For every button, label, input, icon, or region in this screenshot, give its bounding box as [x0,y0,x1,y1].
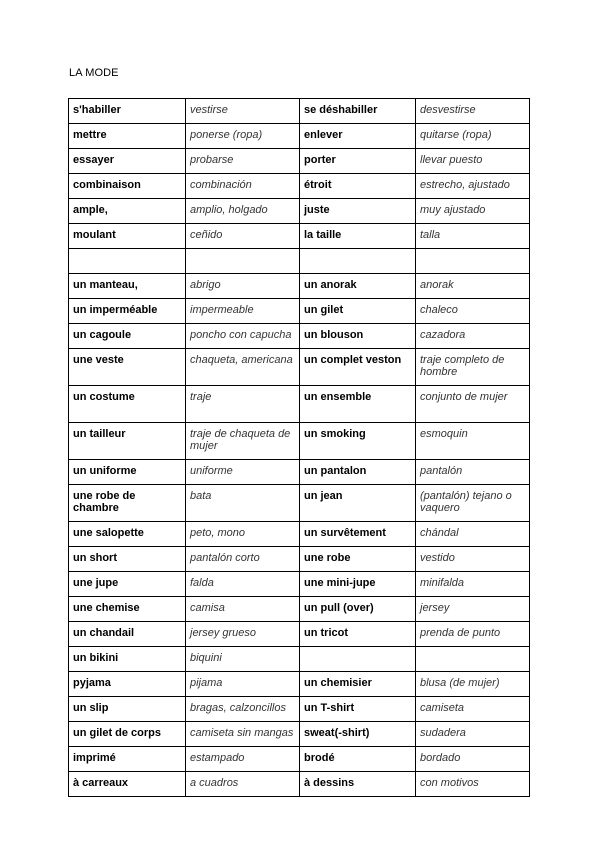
table-row [69,224,530,249]
spanish-translation-cell: traje de chaqueta de mujer [186,423,300,460]
table-row [69,572,530,597]
french-term-cell [300,249,416,274]
french-term-cell: une jupe [69,572,186,597]
spanish-translation-cell: chándal [416,522,530,547]
spanish-translation-cell: chaleco [416,299,530,324]
french-term-cell: porter [300,149,416,174]
french-term-cell: étroit [300,174,416,199]
french-term-cell: un anorak [300,274,416,299]
spanish-translation-cell: cazadora [416,324,530,349]
spanish-translation-cell: traje [186,386,300,423]
spanish-translation-cell: a cuadros [186,772,300,797]
spanish-translation-cell: vestirse [186,99,300,124]
table-row [69,647,530,672]
spanish-translation-cell: falda [186,572,300,597]
spanish-translation-cell [186,249,300,274]
spanish-translation-cell: pantalón [416,460,530,485]
table-row [69,174,530,199]
french-term-cell: un bikini [69,647,186,672]
spanish-translation-cell: prenda de punto [416,622,530,647]
spanish-translation-cell [416,249,530,274]
french-term-cell: ample, [69,199,186,224]
french-term-cell: à dessins [300,772,416,797]
table-row [69,672,530,697]
table-row [69,722,530,747]
french-term-cell: un survêtement [300,522,416,547]
french-term-cell: un uniforme [69,460,186,485]
spanish-translation-cell: ponerse (ropa) [186,124,300,149]
french-term-cell: une veste [69,349,186,386]
french-term-cell: un gilet de corps [69,722,186,747]
french-term-cell: un complet veston [300,349,416,386]
french-term-cell [69,249,186,274]
table-row [69,772,530,797]
spanish-translation-cell: impermeable [186,299,300,324]
table-row [69,597,530,622]
table-row [69,423,530,460]
spanish-translation-cell: abrigo [186,274,300,299]
french-term-cell: enlever [300,124,416,149]
french-term-cell: mettre [69,124,186,149]
spanish-translation-cell: (pantalón) tejano o vaquero [416,485,530,522]
french-term-cell: un imperméable [69,299,186,324]
french-term-cell: un chandail [69,622,186,647]
french-term-cell: combinaison [69,174,186,199]
french-term-cell: brodé [300,747,416,772]
table-row [69,386,530,423]
spanish-translation-cell: con motivos [416,772,530,797]
table-row [69,349,530,386]
spanish-translation-cell: bragas, calzoncillos [186,697,300,722]
french-term-cell: un tailleur [69,423,186,460]
vocabulary-table [68,98,530,797]
spanish-translation-cell: sudadera [416,722,530,747]
spanish-translation-cell: peto, mono [186,522,300,547]
spanish-translation-cell: bata [186,485,300,522]
spacer-row [69,249,530,274]
table-row [69,299,530,324]
table-row [69,460,530,485]
french-term-cell: un slip [69,697,186,722]
french-term-cell: se déshabiller [300,99,416,124]
spanish-translation-cell: conjunto de mujer [416,386,530,423]
table-row [69,522,530,547]
table-row [69,547,530,572]
french-term-cell: un T-shirt [300,697,416,722]
spanish-translation-cell: uniforme [186,460,300,485]
french-term-cell: un pull (over) [300,597,416,622]
spanish-translation-cell: jersey [416,597,530,622]
spanish-translation-cell: blusa (de mujer) [416,672,530,697]
spanish-translation-cell: quitarse (ropa) [416,124,530,149]
french-term-cell: une robe de chambre [69,485,186,522]
french-term-cell: un cagoule [69,324,186,349]
french-term-cell: un blouson [300,324,416,349]
french-term-cell: s'habiller [69,99,186,124]
spanish-translation-cell: minifalda [416,572,530,597]
table-row [69,697,530,722]
spanish-translation-cell: jersey grueso [186,622,300,647]
french-term-cell: un ensemble [300,386,416,423]
spanish-translation-cell: camiseta [416,697,530,722]
spanish-translation-cell: vestido [416,547,530,572]
french-term-cell: sweat(-shirt) [300,722,416,747]
spanish-translation-cell: poncho con capucha [186,324,300,349]
spanish-translation-cell [416,647,530,672]
french-term-cell: un manteau, [69,274,186,299]
french-term-cell: un chemisier [300,672,416,697]
spanish-translation-cell: combinación [186,174,300,199]
spanish-translation-cell: probarse [186,149,300,174]
spanish-translation-cell: estrecho, ajustado [416,174,530,199]
french-term-cell: un costume [69,386,186,423]
spanish-translation-cell: ceñido [186,224,300,249]
table-row [69,622,530,647]
french-term-cell: un pantalon [300,460,416,485]
spanish-translation-cell: traje completo de hombre [416,349,530,386]
spanish-translation-cell: muy ajustado [416,199,530,224]
french-term-cell: à carreaux [69,772,186,797]
table-row [69,747,530,772]
table-row [69,199,530,224]
french-term-cell: une mini-jupe [300,572,416,597]
spanish-translation-cell: chaqueta, americana [186,349,300,386]
spanish-translation-cell: pijama [186,672,300,697]
spanish-translation-cell: esmoquin [416,423,530,460]
spanish-translation-cell: llevar puesto [416,149,530,174]
table-row [69,324,530,349]
french-term-cell: une salopette [69,522,186,547]
spanish-translation-cell: pantalón corto [186,547,300,572]
french-term-cell: moulant [69,224,186,249]
french-term-cell [300,647,416,672]
french-term-cell: un gilet [300,299,416,324]
table-row [69,99,530,124]
french-term-cell: essayer [69,149,186,174]
spanish-translation-cell: bordado [416,747,530,772]
french-term-cell: un jean [300,485,416,522]
table-row [69,485,530,522]
spanish-translation-cell: talla [416,224,530,249]
spanish-translation-cell: camiseta sin mangas [186,722,300,747]
table-row [69,124,530,149]
table-row [69,274,530,299]
spanish-translation-cell: biquini [186,647,300,672]
spanish-translation-cell: amplio, holgado [186,199,300,224]
french-term-cell: imprimé [69,747,186,772]
table-row [69,149,530,174]
french-term-cell: un short [69,547,186,572]
spanish-translation-cell: estampado [186,747,300,772]
french-term-cell: une robe [300,547,416,572]
french-term-cell: un tricot [300,622,416,647]
french-term-cell: la taille [300,224,416,249]
document-title: LA MODE [69,67,119,79]
spanish-translation-cell: anorak [416,274,530,299]
spanish-translation-cell: desvestirse [416,99,530,124]
french-term-cell: pyjama [69,672,186,697]
french-term-cell: un smoking [300,423,416,460]
spanish-translation-cell: camisa [186,597,300,622]
french-term-cell: une chemise [69,597,186,622]
french-term-cell: juste [300,199,416,224]
